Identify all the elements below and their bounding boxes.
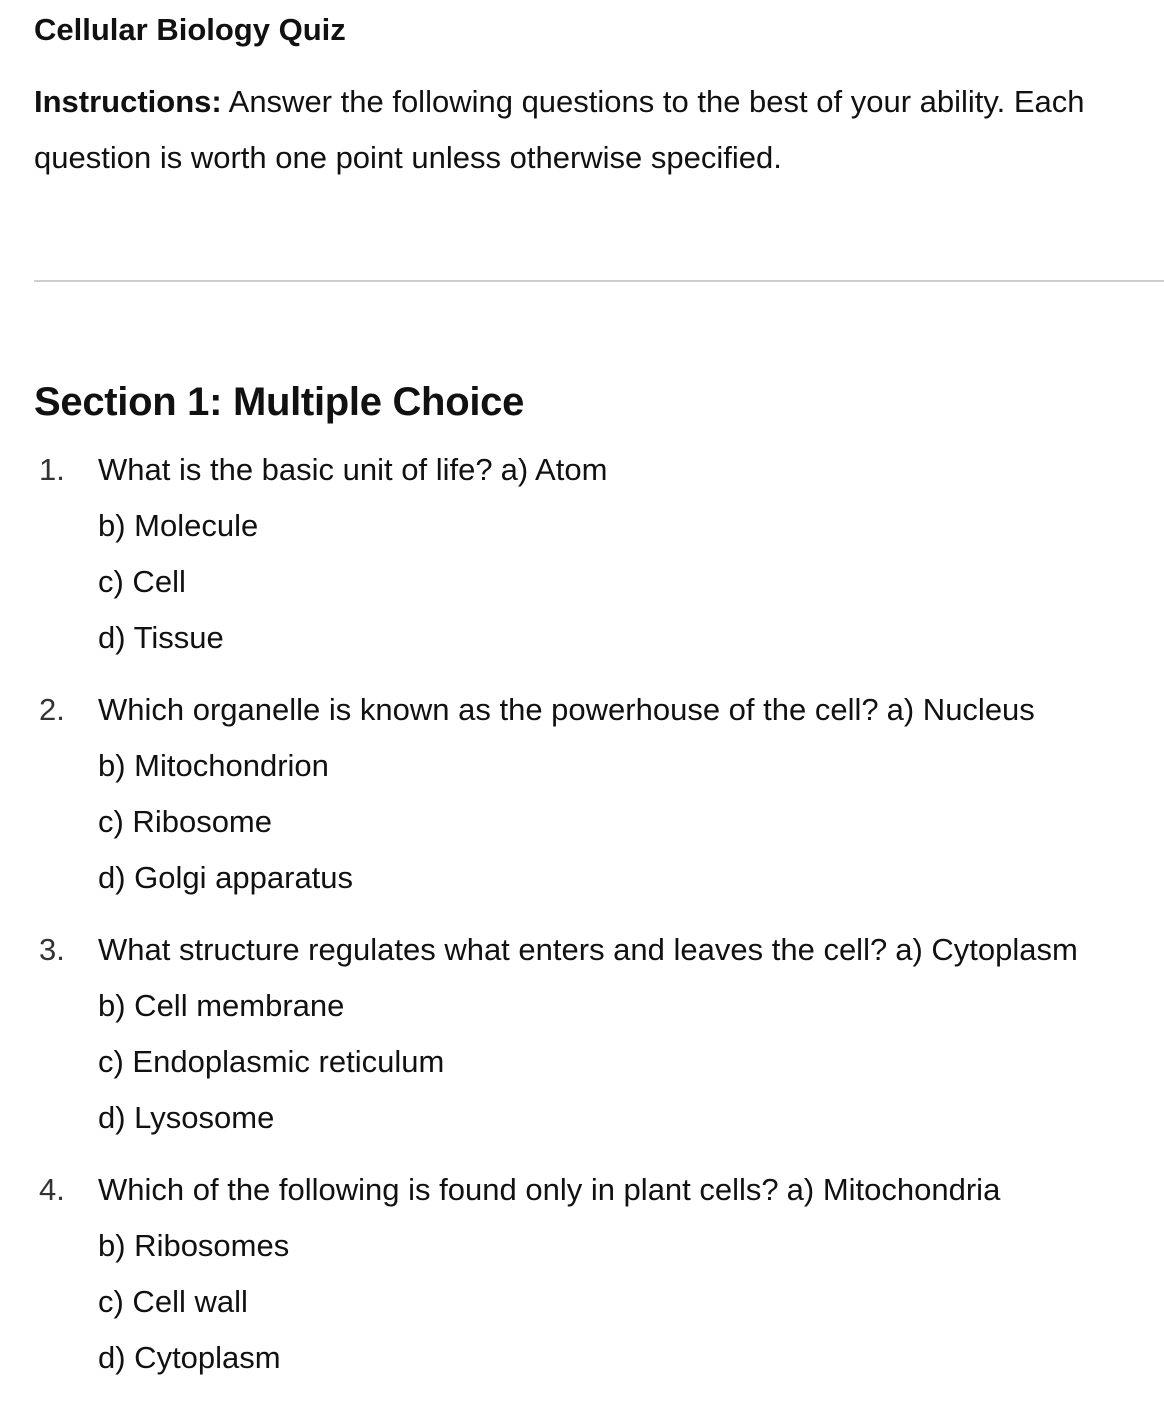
option-c: c) Endoplasmic reticulum bbox=[98, 1044, 445, 1079]
question-3 bbox=[34, 922, 1164, 1146]
divider bbox=[34, 280, 1164, 282]
option-d: d) Lysosome bbox=[98, 1100, 275, 1135]
question-line bbox=[98, 1162, 1164, 1218]
instructions bbox=[34, 74, 1144, 186]
option-b: b) Molecule bbox=[98, 508, 259, 543]
option-a: a) Nucleus bbox=[886, 692, 1035, 727]
option-c: c) Cell bbox=[98, 564, 186, 599]
option-d: d) Cytoplasm bbox=[98, 1340, 281, 1375]
option-b: b) Mitochondrion bbox=[98, 748, 329, 783]
question-list bbox=[34, 442, 1164, 1402]
question-4 bbox=[34, 1162, 1164, 1386]
question-text: Which of the following is found only in plant cells? bbox=[98, 1172, 779, 1207]
instructions-text: Answer the following questions to the best of your ability. Each question is worth one point unless otherwise specified. bbox=[34, 84, 1085, 175]
option-a: a) Cytoplasm bbox=[895, 932, 1078, 967]
question-text: Which organelle is known as the powerhouse of the cell? bbox=[98, 692, 879, 727]
question-number: 3. bbox=[39, 932, 65, 967]
option-c: c) Cell wall bbox=[98, 1284, 248, 1319]
question-text: What is the basic unit of life? bbox=[98, 452, 493, 487]
question-line bbox=[98, 442, 1164, 498]
instructions-label: Instructions: bbox=[34, 84, 222, 119]
question-number: 2. bbox=[39, 692, 65, 727]
question-line bbox=[98, 682, 1164, 738]
option-c: c) Ribosome bbox=[98, 804, 272, 839]
question-2 bbox=[34, 682, 1164, 906]
quiz-title: Cellular Biology Quiz bbox=[34, 12, 346, 47]
question-text: What structure regulates what enters and leaves the cell? bbox=[98, 932, 888, 967]
question-line bbox=[98, 922, 1164, 978]
question-number: 4. bbox=[39, 1172, 65, 1207]
option-d: d) Golgi apparatus bbox=[98, 860, 354, 895]
option-d: d) Tissue bbox=[98, 620, 224, 655]
question-1 bbox=[34, 442, 1164, 666]
option-a: a) Atom bbox=[500, 452, 608, 487]
option-b: b) Cell membrane bbox=[98, 988, 345, 1023]
question-number: 1. bbox=[39, 452, 65, 487]
option-a: a) Mitochondria bbox=[786, 1172, 1001, 1207]
option-b: b) Ribosomes bbox=[98, 1228, 290, 1263]
section-title: Section 1: Multiple Choice bbox=[34, 380, 525, 424]
